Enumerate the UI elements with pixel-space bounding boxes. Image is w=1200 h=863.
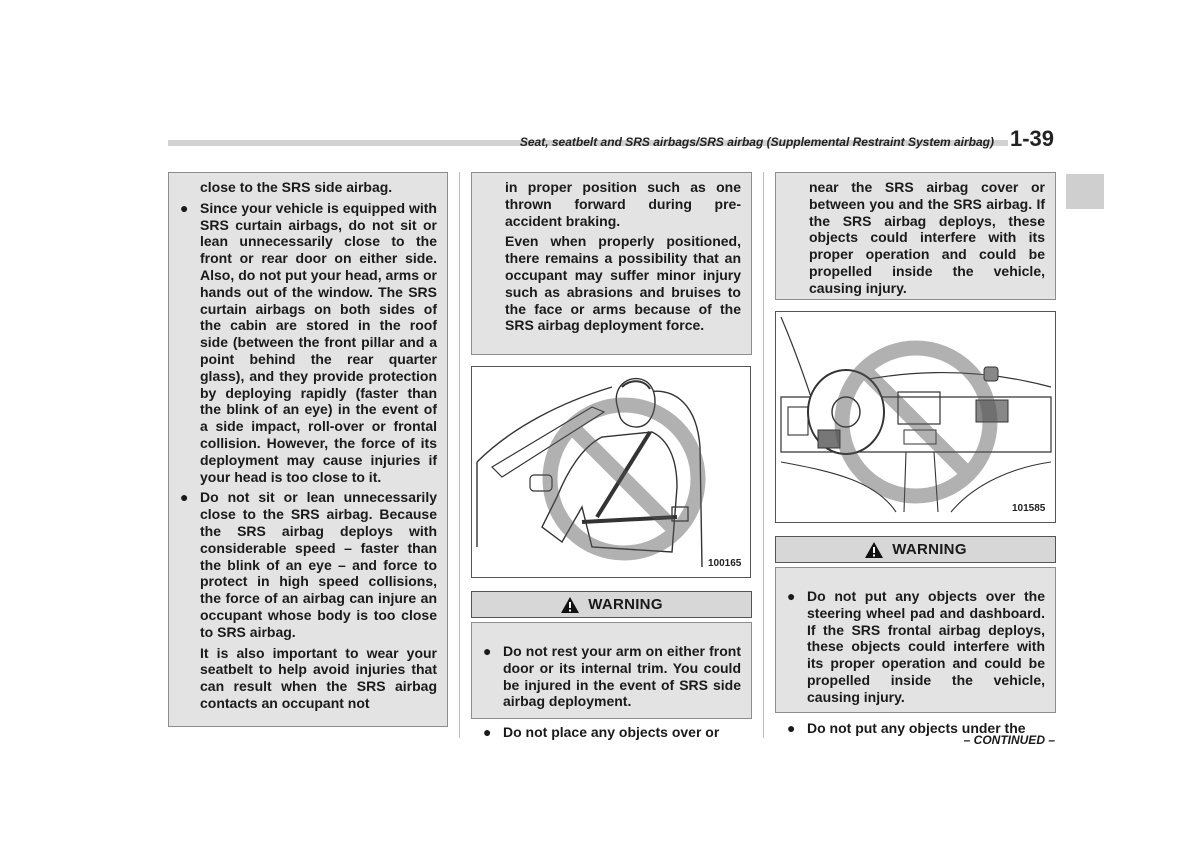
occupant-illustration	[472, 367, 751, 578]
bullet-dot: ●	[483, 643, 492, 659]
paragraph: It is also important to wear your seatbelt to help avoid injuries that can result when the SRS airbag contacts an occupant not	[200, 644, 437, 711]
figure-seated-occupant	[471, 366, 751, 578]
bullet-item	[776, 588, 1045, 706]
bullet-text: Do not place any objects over or	[503, 724, 720, 741]
warning-label: WARNING	[892, 541, 967, 558]
paragraph: in proper position such as one thrown forward during pre-accident braking.	[505, 179, 741, 229]
bullet-item	[472, 643, 741, 710]
warning-triangle-icon	[864, 541, 884, 559]
figure-code: 101585	[1012, 503, 1046, 514]
section-title: Seat, seatbelt and SRS airbags/SRS airbag (Supplemental Restraint System airbag)	[519, 135, 994, 149]
warning-body-col2	[471, 622, 752, 741]
bullet-text: Since your vehicle is equipped with SRS curtain airbags, do not sit or lean unnecessarily close to the front or rear door on either side. Also, do not put your head, arms or hands out of the window. The SRS curtain airbags on both sides of the cabin are stored in the roof side (between the front pillar and a point behind the rear quarter glass), and they provide protection by deploying rapidly (faster than the blink of an eye) in the event of a side impact, roll-over or frontal collision. However, the force of its deployment may cause injuries if your head is too close to it.	[200, 199, 437, 485]
bullet-dot: ●	[483, 724, 492, 741]
bullet-text: Do not rest your arm on either front door or its internal trim. You could be injured in the event of SRS side airbag deployment.	[503, 643, 741, 710]
bullet-dot: ●	[787, 588, 796, 604]
bullet-dot: ●	[180, 489, 189, 506]
paragraph: Even when properly positioned, there remains a possibility that an occupant may suffer minor injury such as abrasions and bruises to the face or arms because of the SRS airbag deployment force.	[505, 233, 741, 334]
text-line: close to the SRS side airbag.	[200, 179, 393, 195]
column-divider	[763, 172, 764, 738]
bullet-item	[169, 489, 437, 640]
bullet-text: Do not sit or lean unnecessarily close to the SRS airbag. Because the SRS airbag deploys with considerable speed – faster than the blink of an eye – and force to protect in high speed collisions, the force of an airbag can injure an occupant whose body is too close to SRS airbag.	[200, 489, 437, 640]
bullet-text: Do not put any objects over the steering wheel pad and dashboard. If the SRS frontal airbag deploys, these objects could interfere with its proper operation and could be propelled inside the vehicle, causing injury.	[807, 588, 1045, 705]
caution-box-col3	[775, 172, 1056, 300]
page-number: 1-39	[1010, 126, 1055, 151]
figure-code: 100165	[708, 558, 742, 569]
bullet-dot: ●	[180, 199, 189, 216]
warning-label: WARNING	[588, 596, 663, 613]
column-divider	[459, 172, 460, 738]
continued-label: – CONTINUED –	[963, 733, 1055, 747]
bullet-item	[472, 724, 741, 741]
caution-box-col2	[471, 172, 752, 355]
warning-triangle-icon	[560, 596, 580, 614]
figure-dashboard	[775, 311, 1056, 523]
bullet-item	[169, 200, 437, 486]
paragraph: near the SRS airbag cover or between you and the SRS airbag. If the SRS airbag deploys, these objects could interfere with its proper operation and could be propelled inside the vehicle, causing injury.	[809, 179, 1045, 296]
bullet-text: Do not put any objects under the	[807, 719, 1026, 736]
bullet-dot: ●	[787, 719, 796, 736]
caution-box-col1	[168, 172, 448, 727]
warning-header	[471, 591, 752, 618]
dashboard-illustration	[776, 312, 1056, 523]
chapter-tab	[1066, 174, 1104, 209]
warning-header	[775, 536, 1056, 563]
warning-body-col3	[775, 567, 1056, 736]
